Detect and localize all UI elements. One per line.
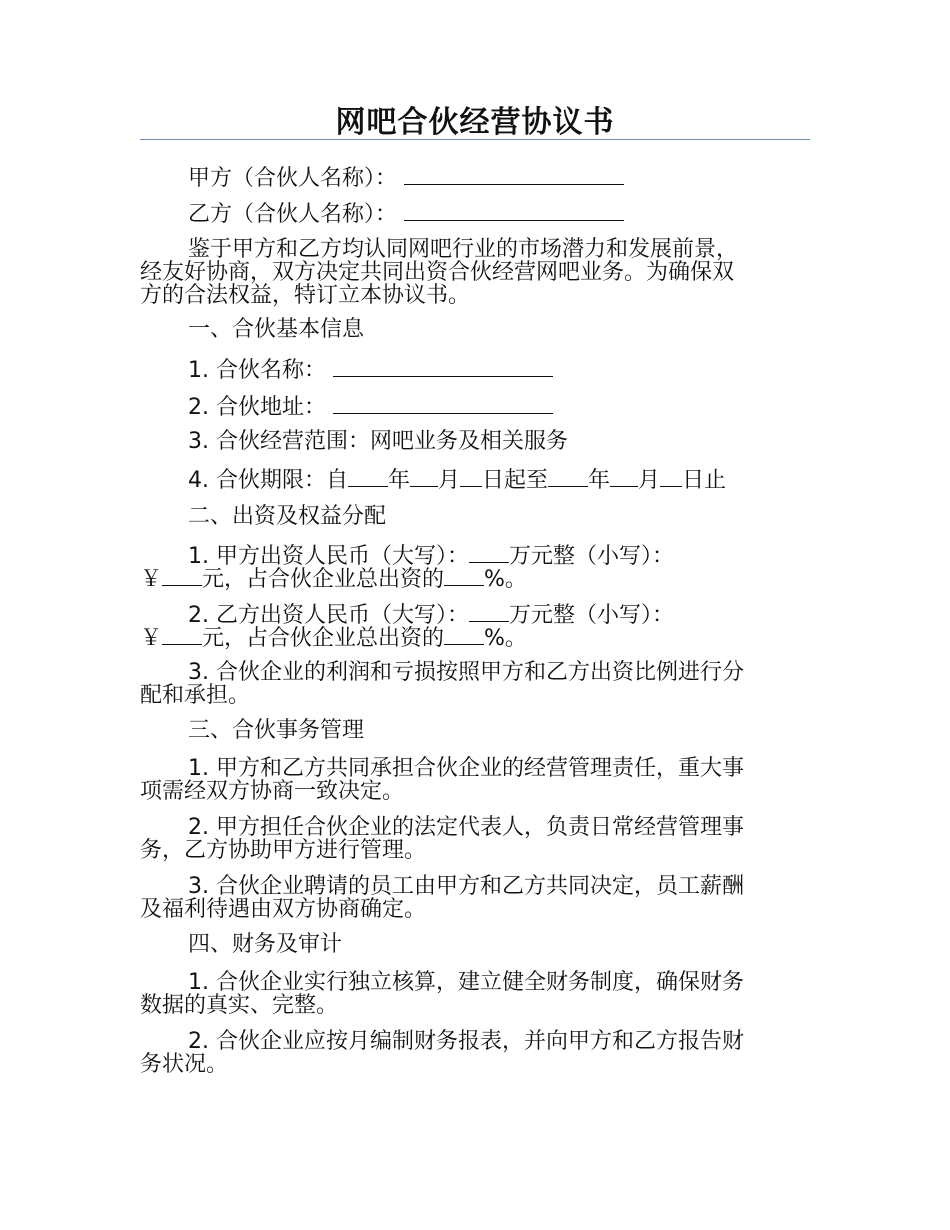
profit-loss-line-1: 3. 合伙企业的利润和亏损按照甲方和乙方出资比例进行分 bbox=[188, 660, 744, 685]
term-from-to-label: 日起至 bbox=[482, 468, 549, 493]
start-month-blank bbox=[410, 466, 438, 487]
management-3-line-2: 及福利待遇由双方协商确定。 bbox=[140, 897, 427, 922]
term-end-month-label: 月 bbox=[638, 468, 661, 493]
party-a-label: 甲方（合伙人名称）： bbox=[188, 166, 398, 191]
party-b-blank bbox=[404, 200, 624, 221]
partnership-address-blank bbox=[333, 393, 553, 414]
party-b-contribution-label: 2. 乙方出资人民币（大写）： bbox=[188, 603, 469, 628]
partnership-term-line bbox=[188, 466, 858, 493]
term-end-year-label: 年 bbox=[588, 468, 611, 493]
term-end-label: 日止 bbox=[682, 468, 727, 493]
start-year-blank bbox=[348, 466, 388, 487]
party-a-line bbox=[188, 164, 810, 191]
party-a-amount-unit: 万元整（小写）： bbox=[508, 544, 674, 569]
party-b-line bbox=[188, 200, 810, 227]
partnership-name-blank bbox=[333, 356, 553, 377]
party-a-share-label: 元，占合伙企业总出资的 bbox=[202, 567, 445, 592]
management-2-line-1: 2. 甲方担任合伙企业的法定代表人，负责日常经营管理事 bbox=[188, 815, 744, 840]
management-3-line-1: 3. 合伙企业聘请的员工由甲方和乙方共同决定，员工薪酬 bbox=[188, 874, 744, 899]
end-day-blank bbox=[660, 466, 682, 487]
term-prefix: 4. 合伙期限：自 bbox=[188, 468, 348, 493]
finance-2-line-2: 务状况。 bbox=[140, 1052, 229, 1077]
document-title: 网吧合伙经营协议书 bbox=[335, 105, 615, 140]
end-month-blank bbox=[610, 466, 638, 487]
party-a-percent-blank bbox=[444, 565, 484, 586]
title-underline bbox=[140, 139, 810, 140]
start-day-blank bbox=[460, 466, 482, 487]
section-3-heading: 三、合伙事务管理 bbox=[188, 718, 365, 743]
management-2-line-2: 务，乙方协助甲方进行管理。 bbox=[140, 838, 427, 863]
party-b-label: 乙方（合伙人名称）： bbox=[188, 202, 398, 227]
partnership-name-line bbox=[188, 356, 858, 383]
party-a-contribution-label: 1. 甲方出资人民币（大写）： bbox=[188, 544, 469, 569]
party-a-contribution-line-2 bbox=[140, 565, 810, 592]
percent-sign: %。 bbox=[484, 567, 527, 592]
partnership-address-line bbox=[188, 393, 858, 420]
end-year-blank bbox=[548, 466, 588, 487]
finance-2-line-1: 2. 合伙企业应按月编制财务报表，并向甲方和乙方报告财 bbox=[188, 1029, 744, 1054]
party-a-blank bbox=[404, 164, 624, 185]
section-1-heading: 一、合伙基本信息 bbox=[188, 317, 365, 342]
intro-line-1: 鉴于甲方和乙方均认同网吧行业的市场潜力和发展前景， bbox=[188, 237, 739, 262]
section-4-heading: 四、财务及审计 bbox=[188, 932, 343, 957]
party-a-amount-figures-blank bbox=[162, 565, 202, 586]
percent-sign: %。 bbox=[484, 626, 527, 651]
party-b-amount-unit: 万元整（小写）： bbox=[508, 603, 674, 628]
yuan-symbol: ￥ bbox=[140, 626, 163, 651]
party-b-amount-figures-blank bbox=[162, 624, 202, 645]
management-1-line-2: 项需经双方协商一致决定。 bbox=[140, 779, 405, 804]
party-b-share-label: 元，占合伙企业总出资的 bbox=[202, 626, 445, 651]
finance-1-line-1: 1. 合伙企业实行独立核算，建立健全财务制度，确保财务 bbox=[188, 970, 744, 995]
finance-1-line-2: 数据的真实、完整。 bbox=[140, 993, 339, 1018]
partnership-address-label: 2. 合伙地址： bbox=[188, 395, 326, 420]
term-year-label: 年 bbox=[387, 468, 410, 493]
business-scope-line: 3. 合伙经营范围：网吧业务及相关服务 bbox=[188, 429, 568, 454]
profit-loss-line-2: 配和承担。 bbox=[140, 683, 251, 708]
intro-line-3: 方的合法权益，特订立本协议书。 bbox=[140, 283, 471, 308]
management-1-line-1: 1. 甲方和乙方共同承担合伙企业的经营管理责任，重大事 bbox=[188, 756, 744, 781]
partnership-name-label: 1. 合伙名称： bbox=[188, 358, 326, 383]
term-month-label: 月 bbox=[438, 468, 461, 493]
section-2-heading: 二、出资及权益分配 bbox=[188, 504, 387, 529]
party-b-amount-words-blank bbox=[469, 601, 509, 622]
party-a-amount-words-blank bbox=[469, 542, 509, 563]
intro-line-2: 经友好协商，双方决定共同出资合伙经营网吧业务。为确保双 bbox=[140, 260, 735, 285]
yuan-symbol: ￥ bbox=[140, 567, 163, 592]
party-b-percent-blank bbox=[444, 624, 484, 645]
party-b-contribution-line-2 bbox=[140, 624, 810, 651]
